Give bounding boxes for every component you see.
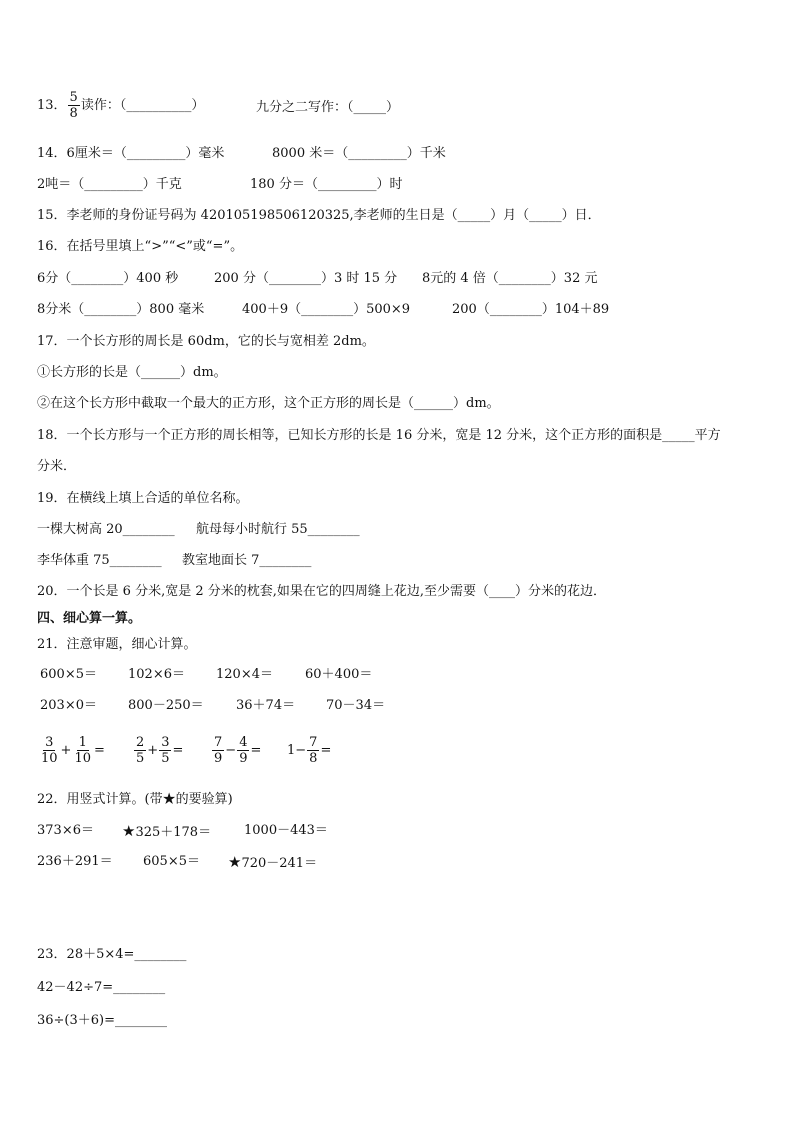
q17-b: ②在这个长方形中截取一个最大的正方形，这个正方形的周长是（______）dm。 xyxy=(37,396,500,411)
q13-line xyxy=(37,90,204,121)
q23-line3: 36÷(3＋6)=________ xyxy=(37,1013,168,1028)
frac-3b-num: 4 xyxy=(239,735,248,750)
q21-r1-c: 120×4＝ xyxy=(216,667,273,682)
q22-r2-c xyxy=(228,853,317,873)
q13-part-a: 读作：（__________） xyxy=(80,98,205,113)
q22-r1-b-expr: 325＋178＝ xyxy=(135,825,212,840)
q22-r1-b xyxy=(122,822,211,842)
q21-frac-expr-3 xyxy=(211,735,261,766)
frac-1b xyxy=(72,735,93,766)
q21-r2-d: 70－34＝ xyxy=(326,698,386,713)
frac-2b-num: 3 xyxy=(161,735,170,750)
frac-1a-num: 3 xyxy=(45,735,54,750)
eq-2: = xyxy=(172,743,184,758)
op-2: + xyxy=(147,743,159,758)
q13-number: 13． xyxy=(37,98,67,113)
frac-1b-den: 10 xyxy=(74,751,91,766)
q21-frac-expr-4 xyxy=(287,735,331,766)
eq-1: = xyxy=(94,743,105,758)
section-4-heading xyxy=(37,610,141,628)
q17-title: 17．一个长方形的周长是 60dm，它的长与宽相差 2dm。 xyxy=(37,334,375,349)
q19-c: 李华体重 75________ xyxy=(37,553,162,568)
q20-line: 20．一个长是 6 分米,宽是 2 分米的枕套,如果在它的四周缝上花边,至少需要（____）分米的花边． xyxy=(37,584,607,599)
q16-r2-b: 400＋9（________）500×9 xyxy=(242,302,411,317)
q22-r1-a: 373×6＝ xyxy=(37,823,94,838)
frac-1a xyxy=(39,735,60,766)
star-icon: ★ xyxy=(122,822,136,840)
q13-frac-denominator: 8 xyxy=(69,106,78,121)
q22-r2-c-expr: 720－241＝ xyxy=(241,856,318,871)
q15-line: 15．李老师的身份证号码为 420105198506120325,李老师的生日是（_____）月（_____）日． xyxy=(37,208,601,223)
q18-line1: 18．一个长方形与一个正方形的周长相等，已知长方形的长是 16 分米，宽是 12 分米，这个正方形的面积是_____平方 xyxy=(37,428,721,443)
q19-title: 19．在横线上填上合适的单位名称。 xyxy=(37,491,249,506)
q16-r1-b: 200 分（________）3 时 15 分 xyxy=(214,271,398,286)
frac-3a-den: 9 xyxy=(214,751,223,766)
q22-r2-a: 236＋291＝ xyxy=(37,854,113,869)
frac-3a-num: 7 xyxy=(214,735,223,750)
q19-b: 航母每小时航行 55________ xyxy=(196,522,360,537)
op-3: − xyxy=(225,743,237,758)
q21-r2-c: 36＋74＝ xyxy=(236,698,296,713)
frac-1b-num: 1 xyxy=(78,735,87,750)
frac-2a xyxy=(134,735,146,766)
q16-title: 16．在括号里填上“>”“<”或“=”。 xyxy=(37,239,244,254)
frac-4b xyxy=(307,735,319,766)
q16-r1-a: 6分（________）400 秒 xyxy=(37,271,179,286)
q22-title: 22．用竖式计算。(带★的要验算) xyxy=(37,792,233,807)
q16-r2-a: 8分米（________）800 毫米 xyxy=(37,302,205,317)
frac-3a xyxy=(212,735,224,766)
q22-r1-c: 1000－443＝ xyxy=(244,823,328,838)
op-1: + xyxy=(60,743,72,758)
frac-4b-den: 8 xyxy=(309,751,318,766)
frac-3b xyxy=(237,735,249,766)
q16-r1-c: 8元的 4 倍（________）32 元 xyxy=(422,271,598,286)
q16-r2-c: 200（________）104＋89 xyxy=(452,302,610,317)
q14-line2-b: 180 分＝（_________）时 xyxy=(250,177,403,192)
q21-r2-b: 800－250＝ xyxy=(128,698,204,713)
q22-r2-b: 605×5＝ xyxy=(143,854,200,869)
q21-r1-b: 102×6＝ xyxy=(128,667,185,682)
frac-2a-den: 5 xyxy=(136,751,145,766)
q19-a: 一棵大树高 20________ xyxy=(37,522,175,537)
frac-2b xyxy=(159,735,171,766)
q13-frac-numerator: 5 xyxy=(69,90,78,105)
frac-2a-num: 2 xyxy=(136,735,145,750)
eq-4: = xyxy=(320,743,332,758)
q13-part-b: 九分之二写作：（_____） xyxy=(256,100,400,115)
q14-line1-b: 8000 米＝（_________）千米 xyxy=(272,146,446,161)
frac-3b-den: 9 xyxy=(239,751,248,766)
q19-d: 教室地面长 7________ xyxy=(182,553,312,568)
q21-r1-d: 60＋400＝ xyxy=(305,667,373,682)
q21-r2-a: 203×0＝ xyxy=(40,698,97,713)
q23-line2: 42－42÷7=________ xyxy=(37,980,166,995)
q21-r1-a: 600×5＝ xyxy=(40,667,97,682)
q13-fraction xyxy=(68,90,80,121)
q18-line2: 分米． xyxy=(37,459,77,474)
star-icon: ★ xyxy=(228,853,242,871)
q21-frac-expr-1 xyxy=(38,735,105,766)
q17-a: ①长方形的长是（______）dm。 xyxy=(37,365,227,380)
q23-line1: 23．28＋5×4=________ xyxy=(37,947,187,962)
frac-2b-den: 5 xyxy=(161,751,170,766)
eq-3: = xyxy=(250,743,262,758)
q21-title: 21．注意审题，细心计算。 xyxy=(37,637,197,652)
q14-line2-a: 2吨＝（_________）千克 xyxy=(37,177,182,192)
pre-4: 1− xyxy=(287,743,307,758)
q21-frac-expr-2 xyxy=(133,735,183,766)
section-4-text: 四、细心算一算。 xyxy=(37,611,142,626)
q14-line1-a: 14．6厘米＝（_________）毫米 xyxy=(37,146,225,161)
frac-4b-num: 7 xyxy=(309,735,318,750)
frac-1a-den: 10 xyxy=(41,751,58,766)
